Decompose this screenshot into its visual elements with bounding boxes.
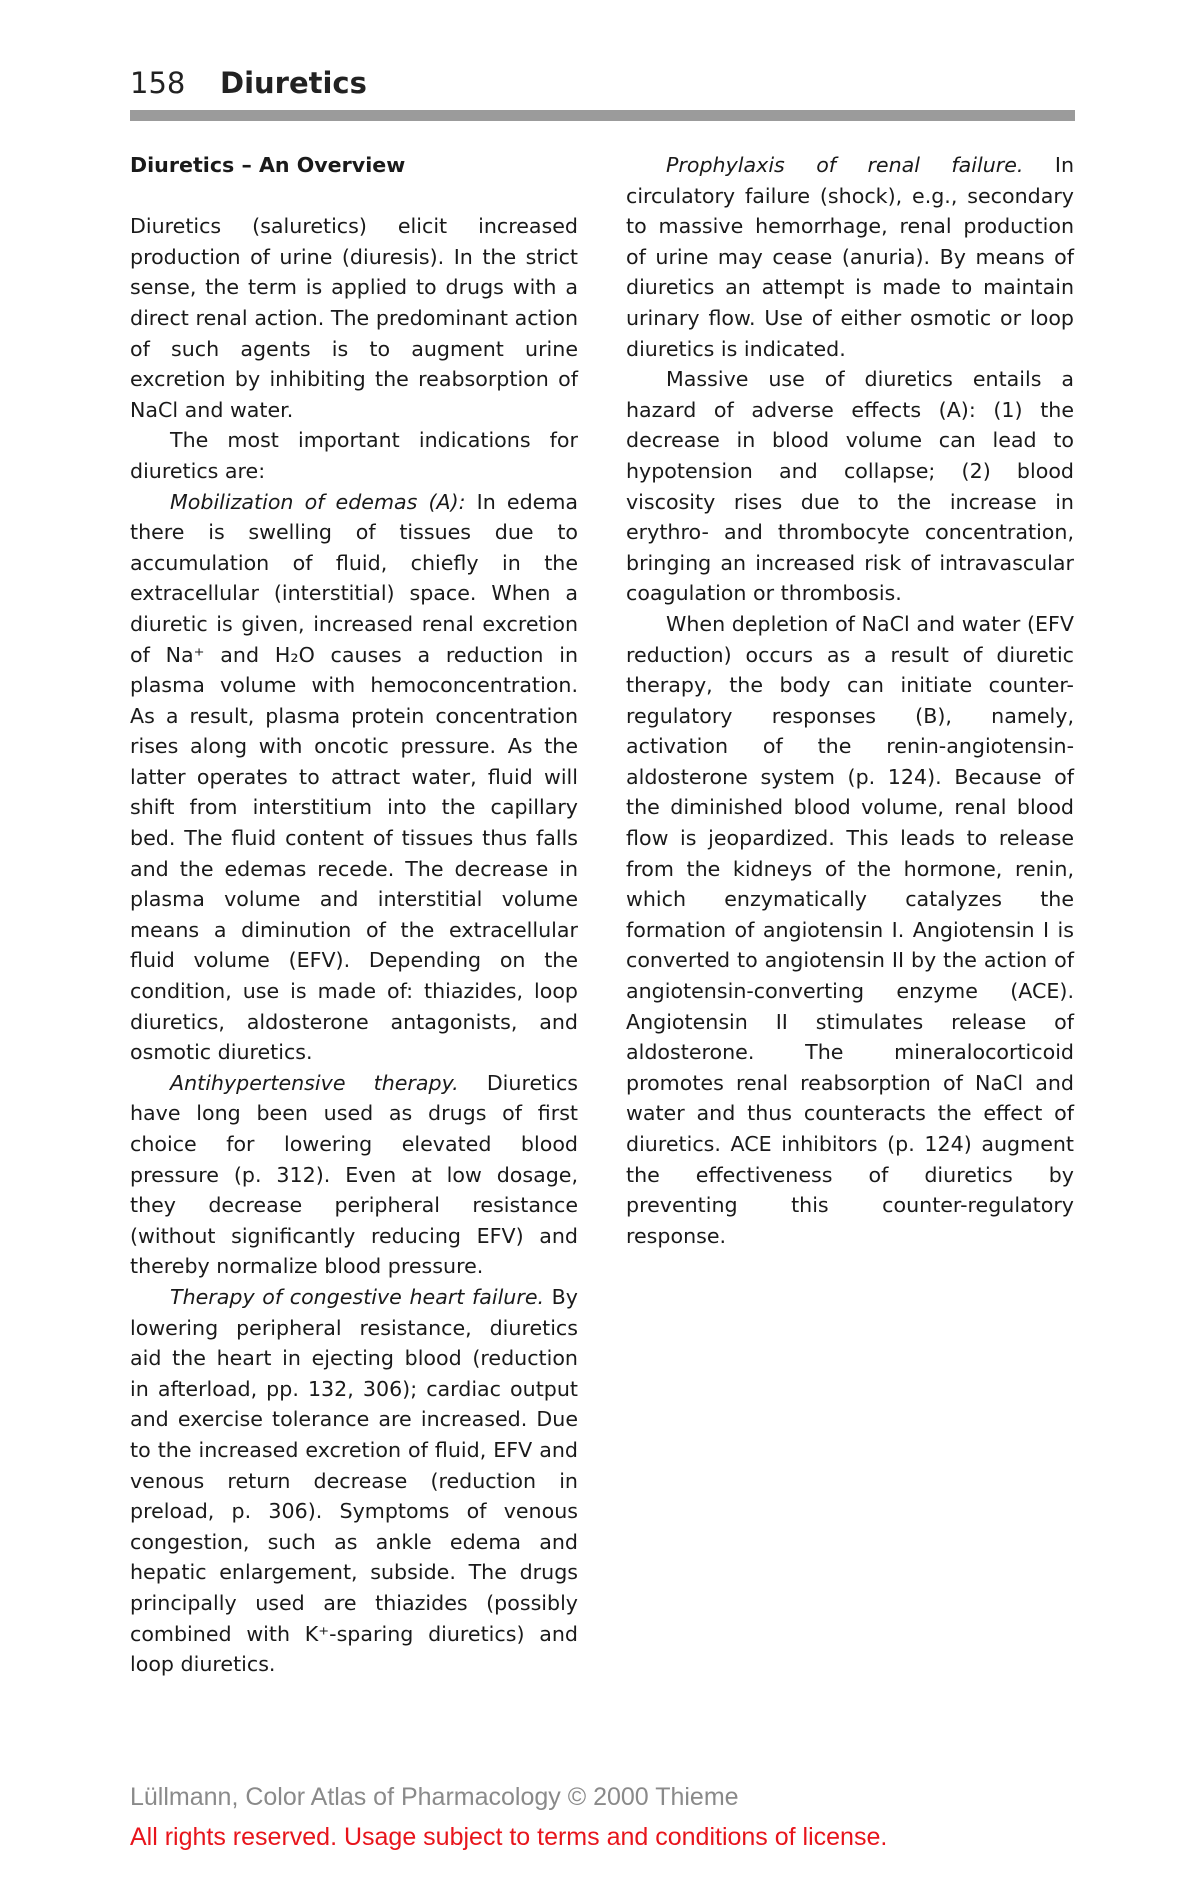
paragraph-adverse-effects: Massive use of diuretics entails a hazard of adverse effects (A): (1) the decrease in blood volume can lead to hypotension and collapse; (2) blood viscosity rises due to the increase in erythro- and thrombocyte concentration, bringing an increased risk of intravascular coagulation or thrombosis. <box>626 367 1074 606</box>
paragraph-lead: Therapy of congestive heart failure. <box>170 1284 545 1309</box>
page-number: 158 <box>130 66 186 100</box>
paragraph-renal-failure: Prophylaxis of renal failure. In circulatory failure (shock), e.g., secondary to massive hemorrhage, renal production of urine may cease (anuria). By means of diuretics an attempt is made to maintain urinary flow. Use of either osmotic or loop diuretics is indicated. <box>626 153 1075 361</box>
paragraph-edemas: Mobilization of edemas (A): In edema there is swelling of tissues due to accumulation of fluid, chiefly in the extracellular (interstitial) space. When a diuretic is given, increased renal excretion of Na⁺ and H₂O causes a reduction in plasma volume with hemoconcentration. As a result, plasma protein concentration rises along with oncotic pressure. As the latter operates to attract water, fluid will shift from interstitium into the capillary bed. The fluid content of tissues thus falls and the edemas recede. The decrease in plasma volume and interstitial volume means a diminution of the extracellular fluid volume (EFV). Depending on the condition, use is made of: thiazides, loop diuretics, aldosterone antagonists, and osmotic diuretics. <box>130 489 579 1065</box>
paragraph-counter-regulatory: When depletion of NaCl and water (EFV reduction) occurs as a result of diuretic therapy, the body can initiate counter-regulatory responses (B), namely, activation of the renin-angiotensin-aldosterone system (p. 124). Because of the diminished blood volume, renal blood flow is jeopardized. This leads to release from the kidneys of the hormone, renin, which enzymatically catalyzes the formation of angiotensin I. Angiotensin I is converted to angiotensin II by the action of angiotensin-converting enzyme (ACE). Angiotensin II stimulates release of aldosterone. The mineralocorticoid promotes renal reabsorption of NaCl and water and thus counteracts the effect of diuretics. ACE inhibitors (p. 124) augment the effectiveness of diuretics by preventing this counter-regulatory response. <box>626 611 1074 1248</box>
paragraph-antihypertensive: Antihypertensive therapy. Diuretics have long been used as drugs of first choice for lowering elevated blood pressure (p. 312). Even at low dosage, they decrease peripheral resistance (without significantly reducing EFV) and thereby normalize blood pressure. <box>130 1070 578 1279</box>
footer-license: All rights reserved. Usage subject to terms and conditions of license. <box>130 1823 888 1851</box>
left-column <box>130 150 578 1680</box>
paragraph-intro: Diuretics (saluretics) elicit increased production of urine (diuresis). In the strict sense, the term is applied to drugs with a direct renal action. The predominant action of such agents is to augment urine excretion by inhibiting the reabsorption of NaCl and water. <box>130 214 578 422</box>
page-header <box>130 64 1075 114</box>
chapter-title: Diuretics <box>220 66 367 100</box>
paragraph-heart-failure: Therapy of congestive heart failure. By lowering peripheral resistance, diuretics aid the heart in ejecting blood (reduction in afterload, pp. 132, 306); cardiac output and exercise tolerance are increased. Due to the increased excretion of fluid, EFV and venous return decrease (reduction in preload, p. 306). Symptoms of venous congestion, such as ankle edema and hepatic enlargement, subside. The drugs principally used are thiazides (possibly combined with K⁺-sparing diuretics) and loop diuretics. <box>130 1284 578 1677</box>
paragraph-indications: The most important indications for diuretics are: <box>130 428 578 483</box>
header-rule <box>130 110 1075 121</box>
paragraph-lead: Prophylaxis of renal failure. <box>666 153 1024 177</box>
paragraph-lead: Antihypertensive therapy. <box>170 1070 459 1095</box>
paragraph-lead: Mobilization of edemas (A): <box>170 489 466 514</box>
section-heading: Diuretics – An Overview <box>130 153 406 177</box>
right-column <box>626 150 1074 1251</box>
footer-credit: Lüllmann, Color Atlas of Pharmacology © 2000 Thieme <box>130 1783 739 1811</box>
